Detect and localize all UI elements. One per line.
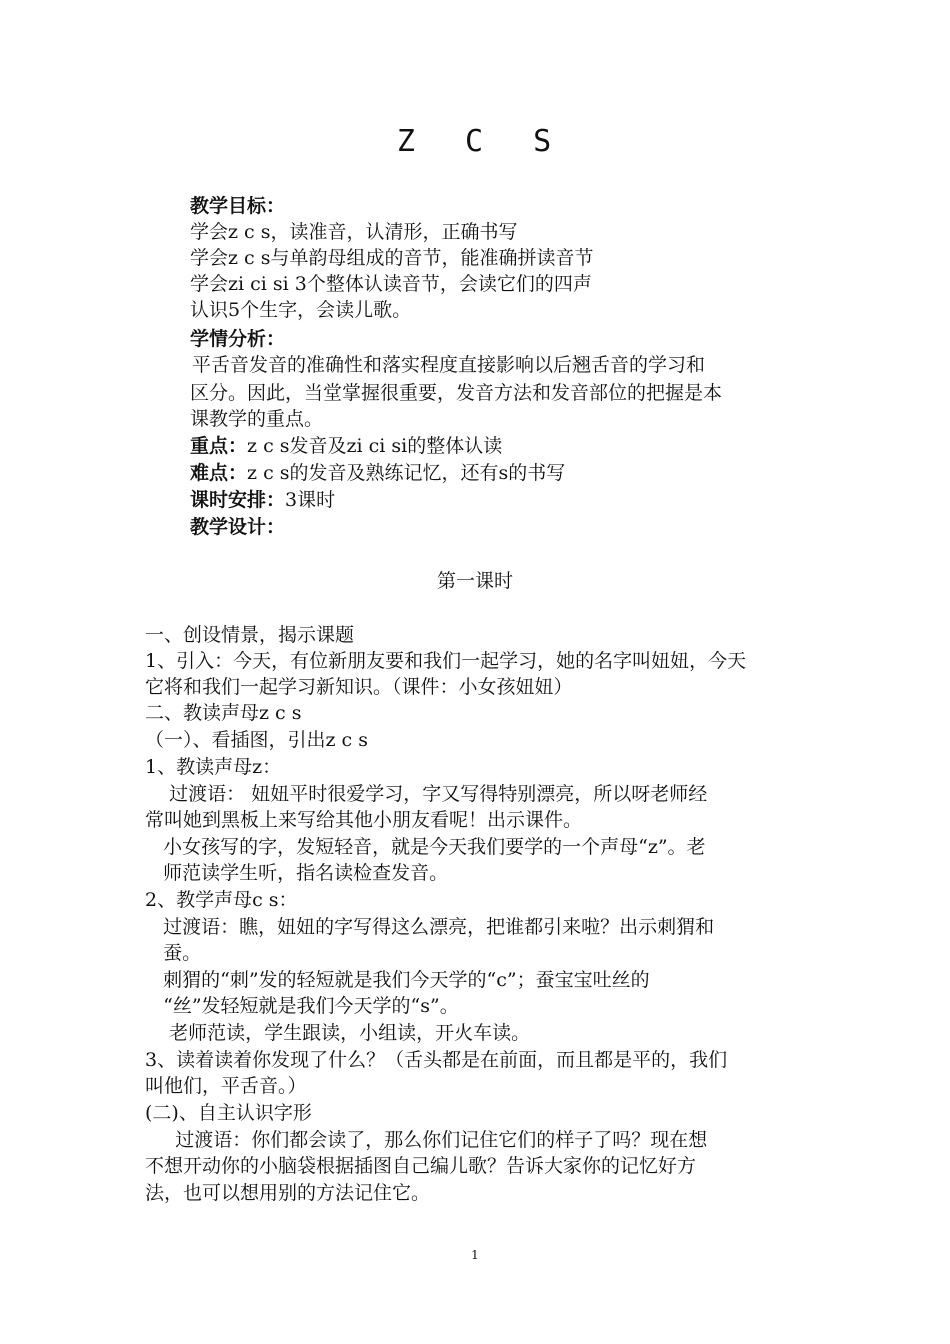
objective-item: 学会zi ci si 3个整体认读音节，会读它们的四声 <box>190 273 592 295</box>
difficulty-label: 难点： <box>190 462 248 484</box>
body-line: (二)、自主认识字形 <box>145 1102 312 1124</box>
body-line: 2、教学声母c s： <box>145 889 298 911</box>
objective-item: 学会z c s与单韵母组成的音节，能准确拼读音节 <box>190 247 594 269</box>
title-letter-s: S <box>533 124 554 159</box>
body-line: “丝”发轻短就是我们今天学的“s”。 <box>145 995 459 1017</box>
body-line: 叫他们，平舌音。） <box>145 1075 307 1097</box>
body-line: 过渡语：瞧，妞妞的字写得这么漂亮，把谁都引来啦？出示刺猬和 <box>145 916 715 938</box>
key-point-label: 重点： <box>190 435 248 457</box>
body-line: 它将和我们一起学习新知识。（课件：小女孩妞妞） <box>145 676 573 698</box>
body-line: 一、创设情景，揭示课题 <box>145 624 355 646</box>
analysis-line: 课教学的重点。 <box>190 408 324 430</box>
body-line: 蚕。 <box>145 942 202 964</box>
body-line: （一）、看插图，引出z c s <box>145 729 368 751</box>
schedule-label: 课时安排： <box>190 489 286 511</box>
objective-item: 学会z c s，读准音，认清形，正确书写 <box>190 221 518 243</box>
lesson-title: 第一课时 <box>436 570 513 592</box>
analysis-line: 平舌音发音的准确性和落实程度直接影响以后翘舌音的学习和 <box>192 354 706 376</box>
body-line: 刺猬的“刺”发的轻短就是我们今天学的“c”；蚕宝宝吐丝的 <box>145 969 650 991</box>
body-line: 不想开动你的小脑袋根据插图自己编儿歌？告诉大家你的记忆好方 <box>145 1155 697 1177</box>
difficulty-text: z c s的发音及熟练记忆，还有s的书写 <box>247 462 566 484</box>
body-line: 法，也可以想用别的方法记住它。 <box>145 1182 431 1204</box>
body-line: 师范读学生听，指名读检查发音。 <box>145 862 449 884</box>
body-line: 常叫她到黑板上来写给其他小朋友看呢！出示课件。 <box>145 809 583 831</box>
body-line: 1、引入：今天，有位新朋友要和我们一起学习，她的名字叫妞妞，今天 <box>145 650 747 672</box>
design-heading: 教学设计： <box>190 516 286 538</box>
body-line: 过渡语：你们都会读了，那么你们记住它们的样子了吗？现在想 <box>145 1129 708 1151</box>
title-letter-c: C <box>464 124 486 159</box>
key-point <box>190 433 502 459</box>
body-line: 小女孩写的字，发短轻音，就是今天我们要学的一个声母“z”。老 <box>145 836 706 858</box>
body-line: 过渡语： 妞妞平时很爱学习，字又写得特别漂亮，所以呀老师经 <box>145 783 708 805</box>
objectives-heading: 教学目标： <box>190 195 286 217</box>
analysis-line: 区分。因此，当堂掌握很重要，发音方法和发音部位的把握是本 <box>190 382 723 404</box>
body-line: 1、教读声母z： <box>145 756 282 778</box>
analysis-heading: 学情分析： <box>190 328 286 350</box>
schedule-text: 3课时 <box>285 489 336 511</box>
schedule <box>190 487 335 513</box>
body-line: 二、教读声母z c s <box>145 702 302 724</box>
key-point-text: z c s发音及zi ci si的整体认读 <box>247 435 503 457</box>
objective-item: 认识5个生字，会读儿歌。 <box>190 299 412 321</box>
title-letter-z: Z <box>396 124 417 159</box>
page-number: 1 <box>471 1248 479 1262</box>
document-title <box>0 124 950 159</box>
difficulty <box>190 460 565 486</box>
body-line: 老师范读，学生跟读，小组读，开火车读。 <box>145 1022 531 1044</box>
body-line: 3、读着读着你发现了什么？（舌头都是在前面，而且都是平的，我们 <box>145 1049 728 1071</box>
